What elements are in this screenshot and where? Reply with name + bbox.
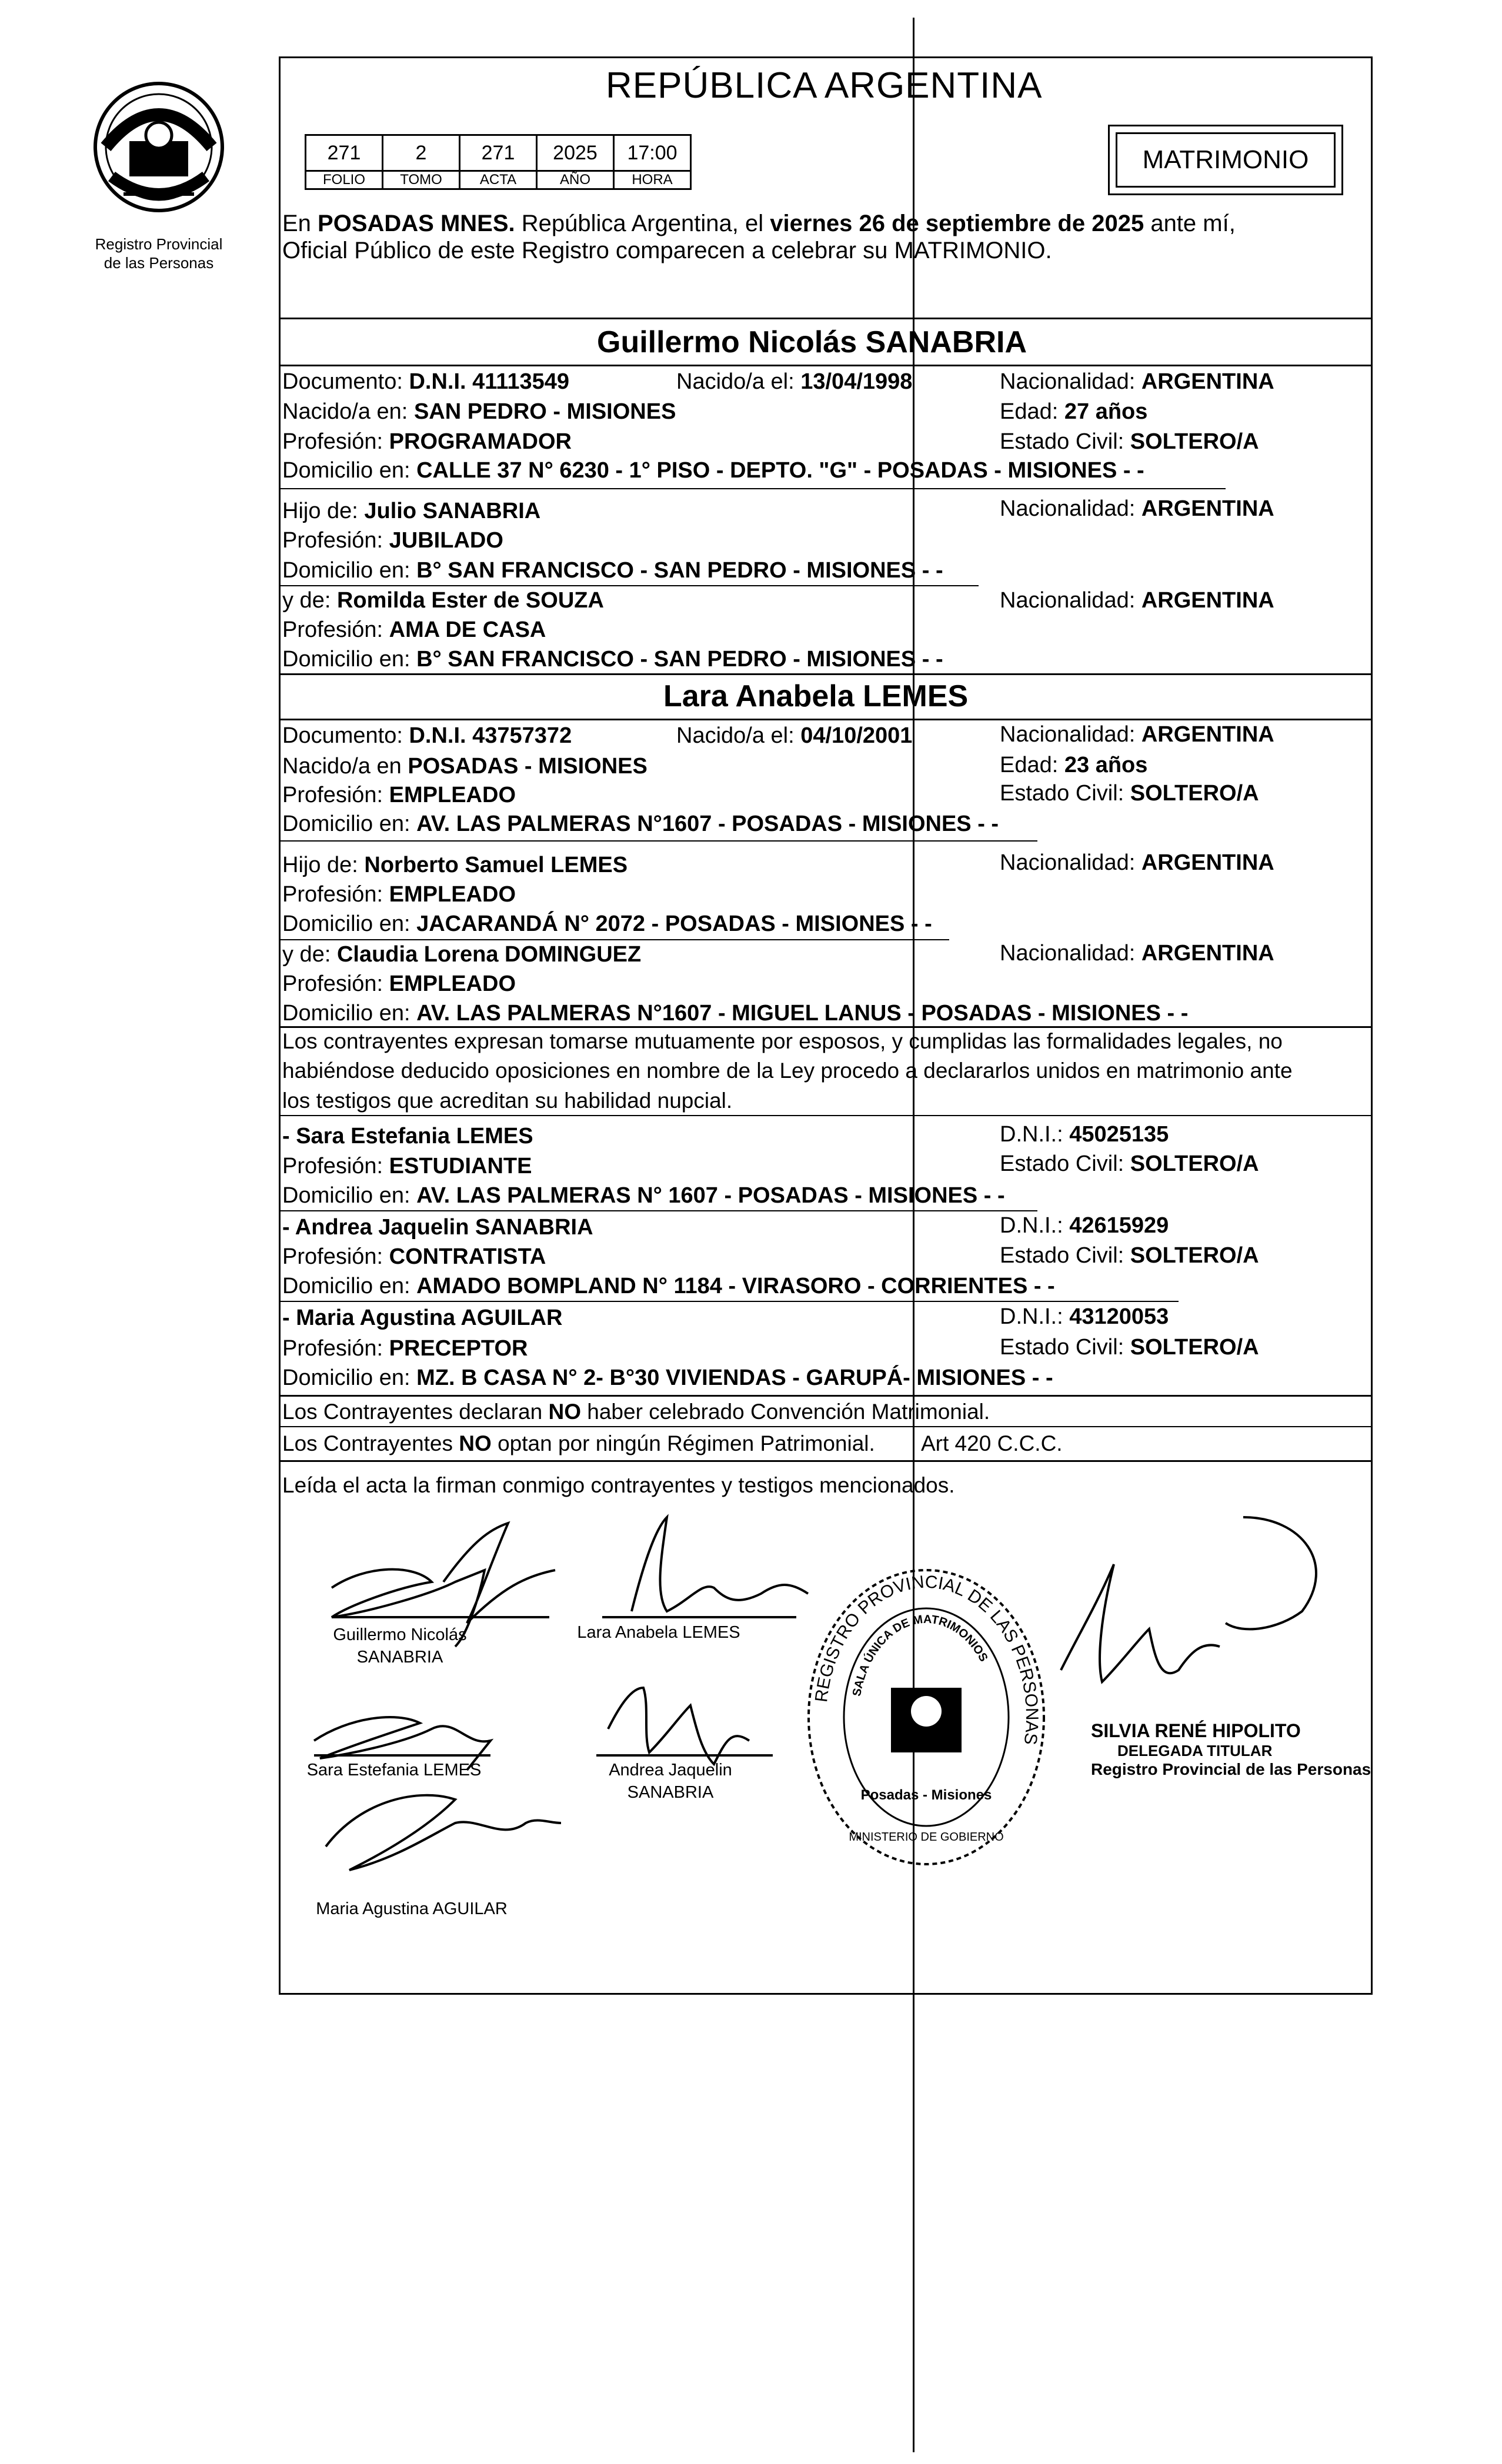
- spouse2-domicile: Domicilio en: AV. LAS PALMERAS N°1607 - POSADAS - MISIONES - -: [282, 812, 999, 836]
- acta-value: 271: [460, 135, 537, 171]
- spouse1-civil: Estado Civil: SOLTERO/A: [1000, 429, 1259, 454]
- divider: [279, 1395, 1373, 1397]
- witness1-name: - Sara Estefania LEMES: [282, 1124, 533, 1148]
- spouse1-name: Guillermo Nicolás SANABRIA: [597, 325, 1027, 359]
- signature-label-witness2a: Andrea Jaquelin: [609, 1761, 732, 1779]
- misiones-emblem-icon: [88, 76, 229, 223]
- closing-text: Leída el acta la firman conmigo contrayentes y testigos mencionados.: [282, 1473, 955, 1497]
- declaration-line-3: los testigos que acreditan su habilidad nupcial.: [282, 1089, 733, 1113]
- spouse2-father-profession: Profesión: EMPLEADO: [282, 882, 516, 907]
- signature-label-spouse1a: Guillermo Nicolás: [333, 1625, 467, 1644]
- svg-text:Posadas - Misiones: Posadas - Misiones: [860, 1787, 992, 1803]
- witness3-dni: D.N.I.: 43120053: [1000, 1304, 1169, 1329]
- convention-line-1: Los Contrayentes declaran NO haber celebrado Convención Matrimonial.: [282, 1400, 990, 1424]
- signature-label-witness1: Sara Estefania LEMES: [306, 1761, 482, 1779]
- logo-line-2: de las Personas: [104, 254, 214, 272]
- spouse2-born: Nacido/a el: 04/10/2001: [676, 723, 913, 748]
- witness2-civil: Estado Civil: SOLTERO/A: [1000, 1243, 1259, 1268]
- spouse2-mother-nationality: Nacionalidad: ARGENTINA: [1000, 941, 1274, 966]
- logo-line-1: Registro Provincial: [95, 235, 223, 253]
- witness1-domicile: Domicilio en: AV. LAS PALMERAS N° 1607 - POSADAS - MISIONES - -: [282, 1183, 1005, 1208]
- divider: [279, 585, 979, 586]
- folio-label: FOLIO: [306, 171, 383, 189]
- convention-article: Art 420 C.C.C.: [921, 1431, 1063, 1455]
- registry-table: [305, 134, 692, 190]
- declaration-line-1: Los contrayentes expresan tomarse mutuamente por esposos, y cumplidas las formalidades legales, no: [282, 1029, 1283, 1053]
- spouse2-mother: y de: Claudia Lorena DOMINGUEZ: [282, 942, 642, 967]
- spouse2-nationality: Nacionalidad: ARGENTINA: [1000, 722, 1274, 747]
- divider: [279, 318, 1373, 319]
- witness3-profession: Profesión: PRECEPTOR: [282, 1336, 528, 1361]
- divider: [279, 1026, 1373, 1028]
- witness2-name: - Andrea Jaquelin SANABRIA: [282, 1215, 593, 1240]
- divider: [279, 673, 1373, 675]
- hour-value: 17:00: [614, 135, 691, 171]
- spouse1-father: Hijo de: Julio SANABRIA: [282, 499, 541, 523]
- divider: [279, 1426, 1373, 1427]
- divider: [279, 488, 1226, 489]
- divider: [279, 365, 1373, 366]
- doc-type-label: MATRIMONIO: [1116, 132, 1336, 188]
- spouse2-name: Lara Anabela LEMES: [663, 679, 969, 713]
- divider: [279, 1301, 1179, 1302]
- spouse1-mother-nationality: Nacionalidad: ARGENTINA: [1000, 588, 1274, 613]
- divider: [279, 840, 1037, 842]
- year-value: 2025: [537, 135, 614, 171]
- svg-text:SALA ÚNICA DE MATRIMONIOS: SALA ÚNICA DE MATRIMONIOS: [850, 1612, 990, 1698]
- spouse2-age: Edad: 23 años: [1000, 753, 1148, 777]
- spouse1-birthplace: Nacido/a en: SAN PEDRO - MISIONES: [282, 399, 676, 424]
- page-title: REPÚBLICA ARGENTINA: [606, 65, 1043, 106]
- spouse1-profession: Profesión: PROGRAMADOR: [282, 429, 572, 454]
- spouse1-father-domicile: Domicilio en: B° SAN FRANCISCO - SAN PEDRO - MISIONES - -: [282, 558, 943, 583]
- spouse1-father-nationality: Nacionalidad: ARGENTINA: [1000, 496, 1274, 521]
- witness1-profession: Profesión: ESTUDIANTE: [282, 1154, 532, 1178]
- spouse1-mother-domicile: Domicilio en: B° SAN FRANCISCO - SAN PEDRO - MISIONES - -: [282, 647, 943, 672]
- spouse2-father: Hijo de: Norberto Samuel LEMES: [282, 853, 628, 877]
- spouse1-mother-profession: Profesión: AMA DE CASA: [282, 617, 546, 642]
- spouse1-mother: y de: Romilda Ester de SOUZA: [282, 588, 604, 613]
- divider: [279, 1115, 1373, 1116]
- spouse2-doc: Documento: D.N.I. 43757372: [282, 723, 572, 748]
- spouse2-civil: Estado Civil: SOLTERO/A: [1000, 781, 1259, 806]
- folio-value: 271: [306, 135, 383, 171]
- divider: [279, 939, 949, 940]
- svg-text:REGISTRO PROVINCIAL DE LAS PER: REGISTRO PROVINCIAL DE LAS PERSONAS: [812, 1572, 1042, 1746]
- witness3-name: - Maria Agustina AGUILAR: [282, 1306, 563, 1330]
- doc-type-box: [1108, 125, 1343, 195]
- signature-label-witness2b: SANABRIA: [627, 1783, 714, 1802]
- witness2-profession: Profesión: CONTRATISTA: [282, 1244, 546, 1269]
- official-org: Registro Provincial de las Personas: [1091, 1760, 1371, 1778]
- spouse2-profession: Profesión: EMPLEADO: [282, 783, 516, 807]
- signature-label-spouse1b: SANABRIA: [356, 1648, 443, 1667]
- spouse1-domicile: Domicilio en: CALLE 37 N° 6230 - 1° PISO - DEPTO. "G" - POSADAS - MISIONES - -: [282, 458, 1144, 483]
- spouse1-doc: Documento: D.N.I. 41113549: [282, 369, 570, 394]
- spouse1-born: Nacido/a el: 13/04/1998: [676, 369, 913, 394]
- official-role: DELEGADA TITULAR: [1117, 1742, 1273, 1759]
- spouse2-father-domicile: Domicilio en: JACARANDÁ N° 2072 - POSADAS - MISIONES - -: [282, 912, 932, 936]
- tomo-value: 2: [383, 135, 460, 171]
- hour-label: HORA: [614, 171, 691, 189]
- provincial-logo: [88, 76, 229, 276]
- divider: [279, 1460, 1373, 1462]
- spouse2-mother-domicile: Domicilio en: AV. LAS PALMERAS N°1607 - MIGUEL LANUS - POSADAS - MISIONES - -: [282, 1001, 1189, 1026]
- witness3-civil: Estado Civil: SOLTERO/A: [1000, 1335, 1259, 1360]
- official-stamp: [803, 1564, 1050, 1870]
- tomo-label: TOMO: [383, 171, 460, 189]
- witness1-dni: D.N.I.: 45025135: [1000, 1122, 1169, 1147]
- declaration-line-2: habiéndose deducido oposiciones en nombre de la Ley procedo a declararlos unidos en matrimonio ante: [282, 1059, 1293, 1083]
- intro-line-2: Oficial Público de este Registro comparecen a celebrar su MATRIMONIO.: [282, 238, 1052, 263]
- divider: [279, 719, 1373, 720]
- witness3-domicile: Domicilio en: MZ. B CASA N° 2- B°30 VIVIENDAS - GARUPÁ- MISIONES - -: [282, 1365, 1053, 1390]
- witness2-dni: D.N.I.: 42615929: [1000, 1213, 1169, 1238]
- signature-label-spouse2: Lara Anabela LEMES: [577, 1623, 740, 1642]
- spouse2-birthplace: Nacido/a en POSADAS - MISIONES: [282, 754, 647, 779]
- witness1-civil: Estado Civil: SOLTERO/A: [1000, 1151, 1259, 1176]
- year-label: AÑO: [537, 171, 614, 189]
- scan-fold-line: [913, 18, 914, 2452]
- acta-label: ACTA: [460, 171, 537, 189]
- spouse1-nationality: Nacionalidad: ARGENTINA: [1000, 369, 1274, 394]
- spouse1-father-profession: Profesión: JUBILADO: [282, 528, 503, 553]
- spouse2-mother-profession: Profesión: EMPLEADO: [282, 971, 516, 996]
- official-name: SILVIA RENÉ HIPOLITO: [1091, 1720, 1301, 1741]
- spouse2-father-nationality: Nacionalidad: ARGENTINA: [1000, 850, 1274, 875]
- witness2-domicile: Domicilio en: AMADO BOMPLAND N° 1184 - VIRASORO - CORRIENTES - -: [282, 1274, 1055, 1298]
- intro-line-1: En POSADAS MNES. República Argentina, el viernes 26 de septiembre de 2025 ante mí,: [282, 211, 1236, 236]
- divider: [279, 1210, 1037, 1211]
- convention-line-2: Los Contrayentes NO optan por ningún Régimen Patrimonial.: [282, 1431, 875, 1455]
- signature-label-witness3: Maria Agustina AGUILAR: [316, 1899, 508, 1918]
- svg-text:MINISTERIO DE GOBIERNO: MINISTERIO DE GOBIERNO: [849, 1831, 1004, 1844]
- spouse1-age: Edad: 27 años: [1000, 399, 1148, 424]
